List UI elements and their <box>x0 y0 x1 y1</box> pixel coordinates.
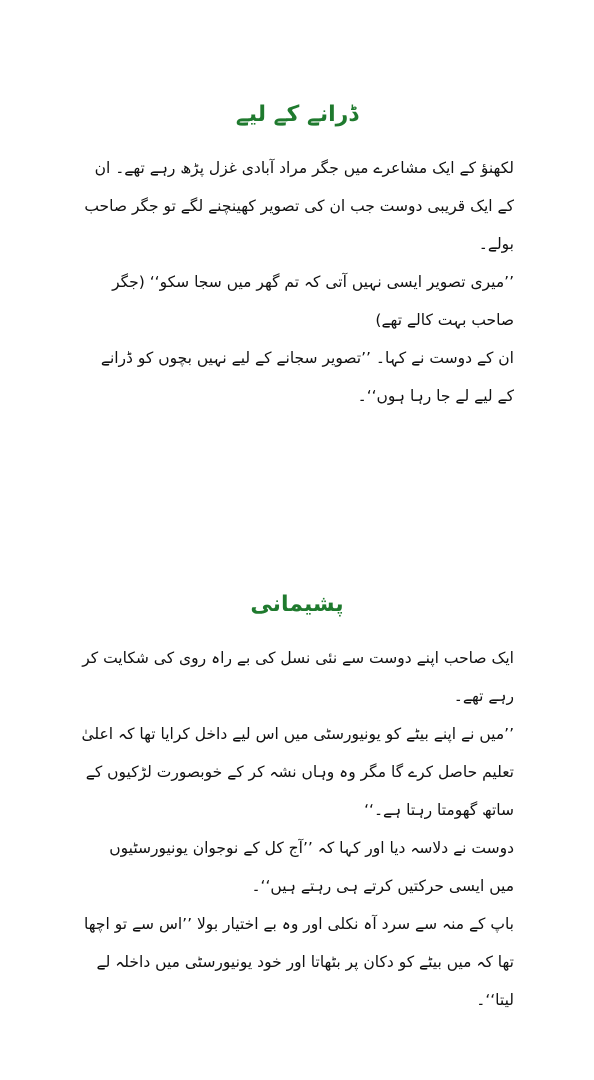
story-title: ڈرانے کے لیے <box>235 102 359 127</box>
story-title: پشیمانی <box>250 592 344 617</box>
story-paragraph: ’’میری تصویر ایسی نہیں آتی کہ تم گھر میں سجا سکو‘‘ (جگر صاحب بہت کالے تھے) <box>112 273 514 329</box>
story-paragraph: باپ کے منہ سے سرد آہ نکلی اور وہ بے اختیار بولا ’’اس سے تو اچھا تھا کہ میں بیٹے کو دکان پر بٹھاتا اور خود یونیورسٹی میں داخلہ لے لیتا‘‘۔ <box>84 915 514 1009</box>
story-paragraph: ’’میں نے اپنے بیٹے کو یونیورسٹی میں اس لیے داخل کرایا تھا کہ اعلیٰ تعلیم حاصل کرے گا مگر وہ وہاں نشہ کر کے خوبصورت لڑکیوں کے ساتھ گھومتا رہتا ہے۔‘‘ <box>81 725 514 819</box>
story-paragraph: ایک صاحب اپنے دوست سے نئی نسل کی بے راہ روی کی شکایت کر رہے تھے۔ <box>82 649 514 705</box>
story-pashemani <box>80 585 514 1019</box>
story-paragraph: دوست نے دلاسہ دیا اور کہا کہ ’’آج کل کے نوجوان یونیورسٹیوں میں ایسی حرکتیں کرتے ہی رہتے ہیں‘‘۔ <box>109 839 514 895</box>
story-paragraph: ان کے دوست نے کہا۔ ’’تصویر سجانے کے لیے نہیں بچوں کو ڈرانے کے لیے لے جا رہا ہوں‘‘۔ <box>100 349 514 405</box>
story-daraane-ke-liye <box>80 95 514 415</box>
story-paragraph: لکھنؤ کے ایک مشاعرے میں جگر مراد آبادی غزل پڑھ رہے تھے۔ ان کے ایک قریبی دوست جب ان کی تصویر کھینچنے لگے تو جگر صاحب بولے۔ <box>84 159 514 253</box>
